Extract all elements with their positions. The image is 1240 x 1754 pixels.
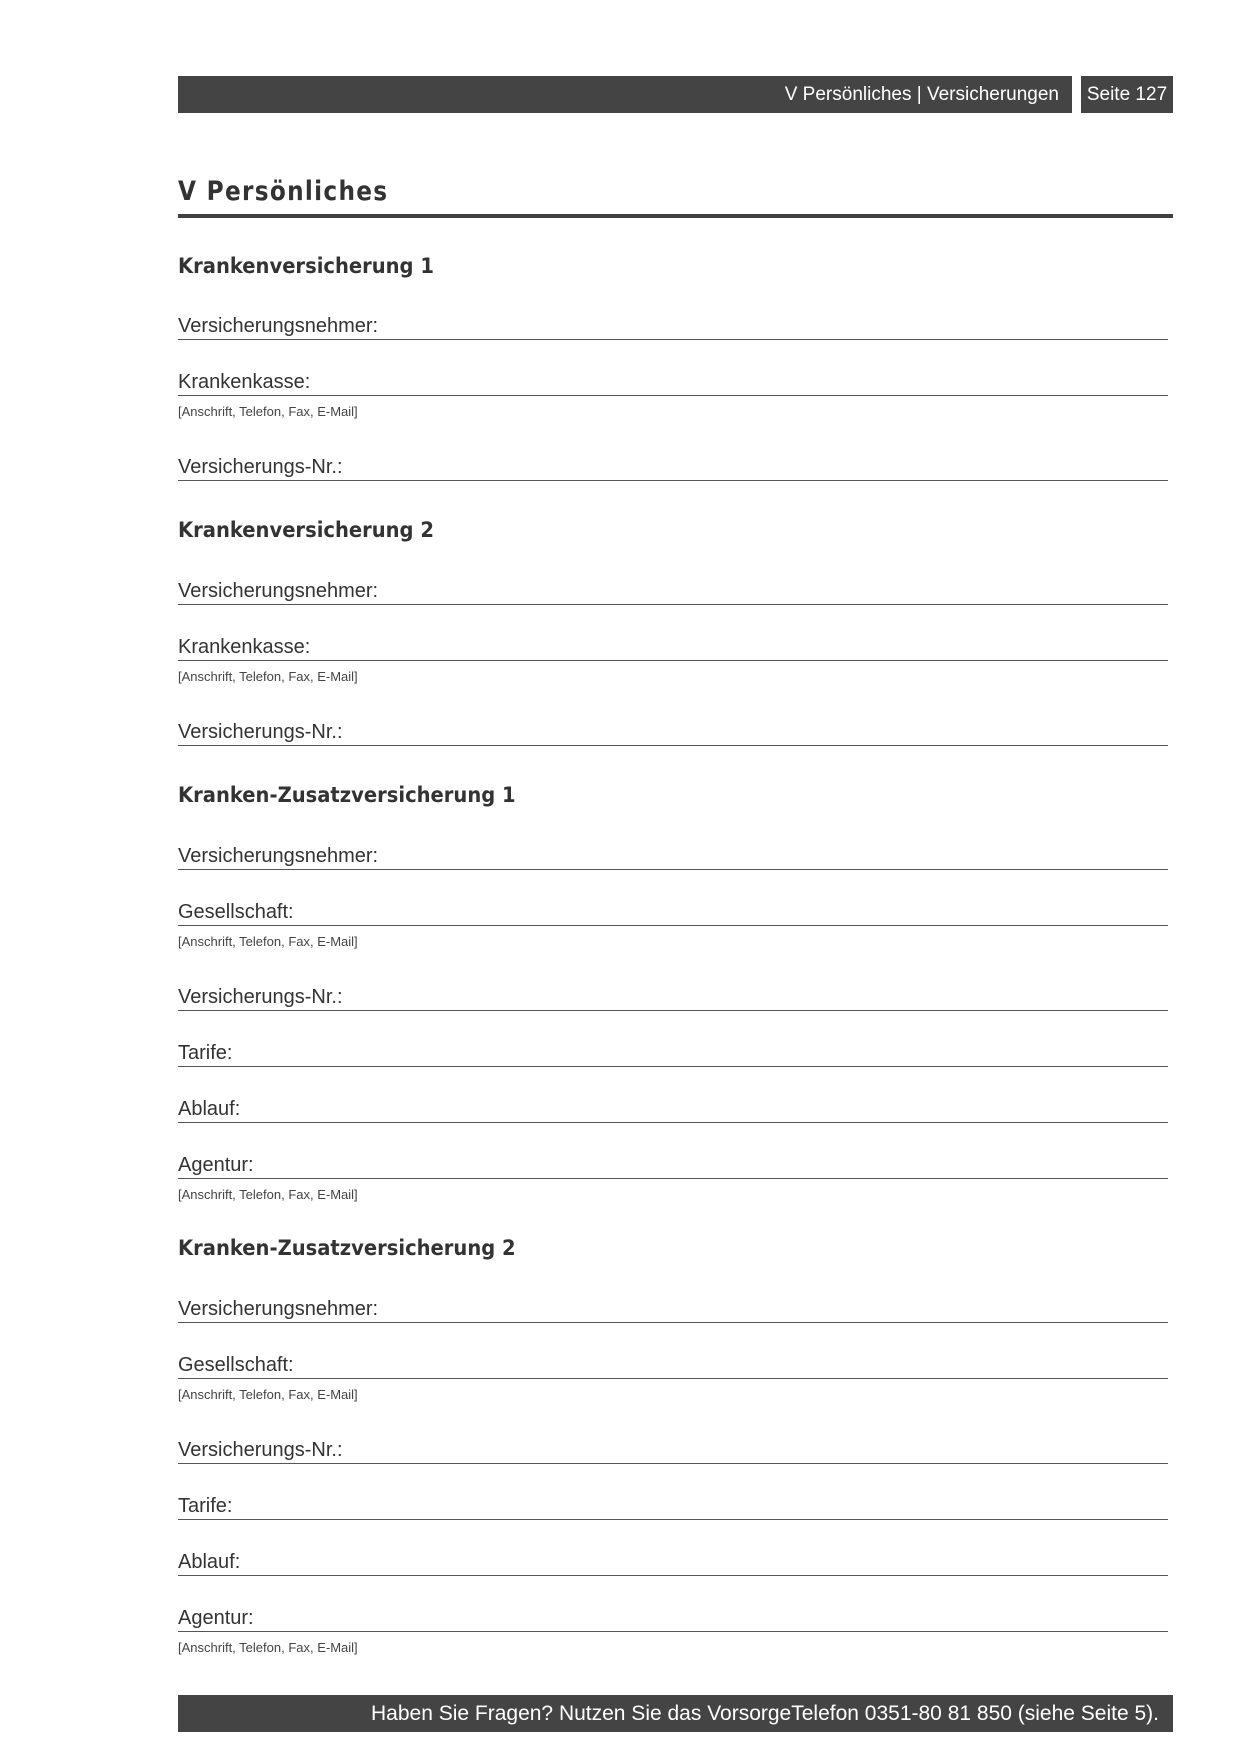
form-field-line[interactable]: [178, 1093, 1168, 1123]
form-field-line[interactable]: [178, 1293, 1168, 1323]
field-label: Versicherungs-Nr.:: [178, 721, 343, 743]
group-heading: Krankenversicherung 1: [178, 254, 434, 278]
field-hint: [Anschrift, Telefon, Fax, E-Mail]: [178, 1640, 358, 1655]
field-label: Ablauf:: [178, 1551, 241, 1573]
form-field-line[interactable]: [178, 1602, 1168, 1632]
form-field-line[interactable]: [178, 575, 1168, 605]
field-label: Krankenkasse:: [178, 636, 311, 658]
form-field-line[interactable]: [178, 1490, 1168, 1520]
field-label: Versicherungsnehmer:: [178, 845, 379, 867]
field-hint: [Anschrift, Telefon, Fax, E-Mail]: [178, 669, 358, 684]
field-hint: [Anschrift, Telefon, Fax, E-Mail]: [178, 1387, 358, 1402]
form-field-line[interactable]: [178, 840, 1168, 870]
field-label: Gesellschaft:: [178, 1354, 294, 1376]
field-label: Versicherungsnehmer:: [178, 1298, 379, 1320]
page-number: Seite 127: [1086, 83, 1168, 105]
field-label: Versicherungs-Nr.:: [178, 1439, 343, 1461]
form-field-line[interactable]: [178, 366, 1168, 396]
field-label: Agentur:: [178, 1154, 254, 1176]
field-label: Versicherungsnehmer:: [178, 580, 379, 602]
header-divider: [1072, 76, 1081, 113]
page-number-box: [1081, 76, 1173, 113]
group-heading: Kranken-Zusatzversicherung 1: [178, 783, 516, 807]
form-field-line[interactable]: [178, 451, 1168, 481]
footer-bar: [178, 1695, 1173, 1732]
field-hint: [Anschrift, Telefon, Fax, E-Mail]: [178, 1187, 358, 1202]
running-header: [178, 76, 1072, 113]
form-field-line[interactable]: [178, 1149, 1168, 1179]
form-field-line[interactable]: [178, 631, 1168, 661]
group-heading: Kranken-Zusatzversicherung 2: [178, 1236, 516, 1260]
form-field-line[interactable]: [178, 716, 1168, 746]
field-label: Gesellschaft:: [178, 901, 294, 923]
form-field-line[interactable]: [178, 1546, 1168, 1576]
footer-hotline-text: Haben Sie Fragen? Nutzen Sie das VorsorgeTelefon 0351-80 81 850 (siehe Seite 5).: [370, 1701, 1159, 1725]
field-hint: [Anschrift, Telefon, Fax, E-Mail]: [178, 934, 358, 949]
section-divider: [178, 214, 1173, 218]
field-label: Versicherungs-Nr.:: [178, 456, 343, 478]
field-label: Krankenkasse:: [178, 371, 311, 393]
form-field-line[interactable]: [178, 1037, 1168, 1067]
field-label: Tarife:: [178, 1495, 233, 1517]
field-label: Versicherungsnehmer:: [178, 315, 379, 337]
form-field-line[interactable]: [178, 1349, 1168, 1379]
form-field-line[interactable]: [178, 1434, 1168, 1464]
header-section-path: V Persönliches | Versicherungen: [784, 83, 1059, 105]
form-field-line[interactable]: [178, 981, 1168, 1011]
group-heading: Krankenversicherung 2: [178, 518, 434, 542]
section-title: V Persönliches: [178, 176, 389, 207]
field-label: Tarife:: [178, 1042, 233, 1064]
form-field-line[interactable]: [178, 896, 1168, 926]
form-field-line[interactable]: [178, 310, 1168, 340]
field-label: Agentur:: [178, 1607, 254, 1629]
field-label: Versicherungs-Nr.:: [178, 986, 343, 1008]
field-label: Ablauf:: [178, 1098, 241, 1120]
field-hint: [Anschrift, Telefon, Fax, E-Mail]: [178, 404, 358, 419]
